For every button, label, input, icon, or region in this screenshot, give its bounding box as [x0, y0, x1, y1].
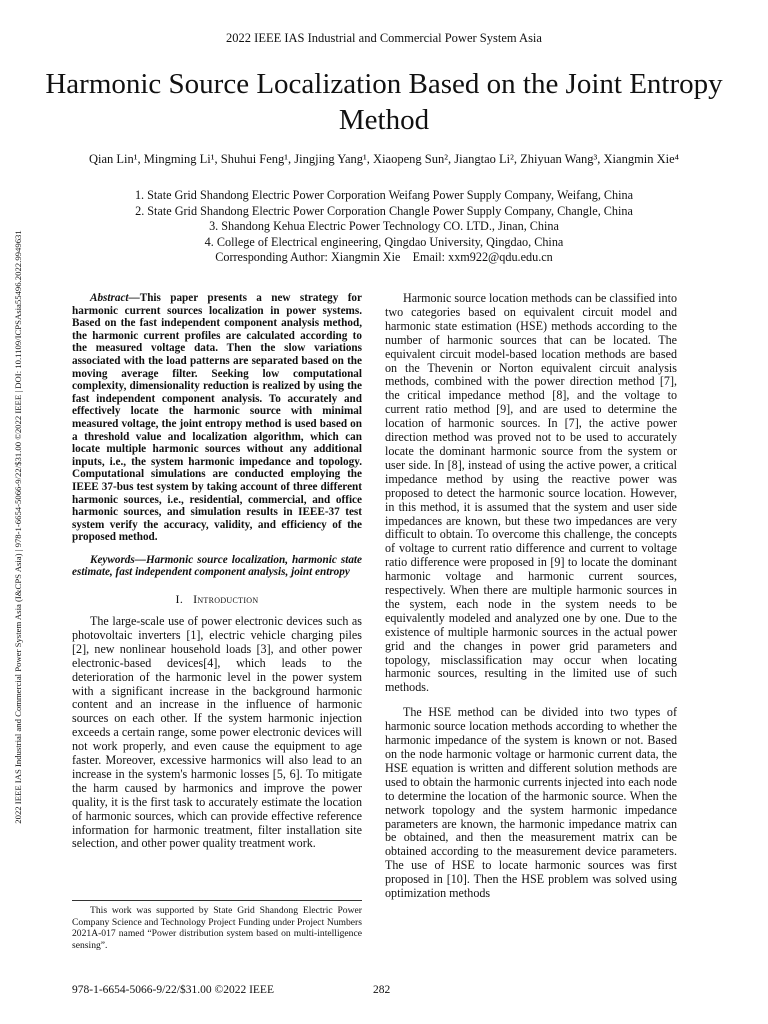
abstract [72, 292, 362, 544]
conference-header: 2022 IEEE IAS Industrial and Commercial Power System Asia [226, 31, 542, 45]
section-title: Introduction [193, 592, 259, 607]
author-list: Qian Lin¹, Mingming Li¹, Shuhui Feng¹, Jingjing Yang¹, Xiaopeng Sun², Jiangtao Li², Zhiyuan Wang³, Xiangmin Xie⁴ [88, 152, 680, 166]
keywords [72, 554, 362, 579]
section-number: I. [175, 592, 184, 607]
corresponding-author: Corresponding Author: Xiangmin Xie Email: xxm922@qdu.edu.cn [215, 250, 553, 265]
side-citation-text: 2022 IEEE IAS Industrial and Commercial Power System Asia (I&CPS Asia) | 978-1-6654-5066-9/22/$31.00 ©2022 IEEE | DOI: 10.1109/ICPSAsia55496.2022.9949631 [13, 230, 23, 824]
body-paragraph-location-methods: Harmonic source location methods can be classified into two categories based on equivalent circuit model and harmonic state estimation (HSE) methods according to the number of harmonic sources that can be located. The equivalent circuit model-based location methods are based on the Thevenin or Norton equivalent circuit analysis methods, combined with the power direction method [7], the critical impedance method [8], and the voltage to current ratio method [9], and are used to determine the location of harmonic sources. In [7], the active power direction method was proved not to be used to accurately locate the dominant harmonic source from the system or user side. In [8], instead of using the active power, a critical impedance method by using the reactive power was proposed to detect the harmonic source location. However, in this method, it is assumed that the system and user side impedances are known, but these two impedances are very difficult to obtain. To overcome this challenge, the concepts of voltage to current ratio difference and current to voltage ratio difference were proposed in [9] to locate the dominant harmonic voltage and harmonic current sources, respectively. When there are multiple harmonic sources in the system, each node in the system needs to be equivalently modeled and analyzed one by one. Due to the existence of multiple harmonic sources in the actual power grid and the changes in power grid parameters and topology, misclassification may occur when locating harmonic sources, resulting in the limited use of such methods. [385, 291, 677, 695]
footnote-divider [72, 900, 362, 901]
affiliation-3: 3. Shandong Kehua Electric Power Technology CO. LTD., Jinan, China [209, 219, 559, 234]
abstract-label: Abstract [90, 292, 129, 304]
affiliation-2: 2. State Grid Shandong Electric Power Corporation Changle Power Supply Company, Changle, China [135, 203, 633, 218]
footer-isbn: 978-1-6654-5066-9/22/$31.00 ©2022 IEEE [72, 984, 274, 996]
affiliations [40, 188, 728, 266]
section-heading-introduction [72, 593, 362, 607]
funding-footnote: This work was supported by State Grid Shandong Electric Power Company Science and Technology Project Funding under Project Numbers 2021A-017 named “Power distribution system based on multi-intelligence sensing”. [72, 905, 362, 951]
intro-paragraph-1: The large-scale use of power electronic devices such as photovoltaic inverters [1], electric vehicle charging piles [2], new nonlinear household loads [3], and other power electronic-based devices[4], which leads to the deterioration of the harmonic level in the power system with a significant increase in the background harmonic content and an increase in the influence of harmonic sources on each other. If the system harmonic injection exceeds a certain range, some power electronic devices will not work properly, and even cause the equipment to age faster. Moreover, excessive harmonics will also lead to an increase in the system's harmonic losses [5, 6]. To mitigate the harm caused by harmonics and improve the power quality, it is the first task to accurately estimate the location of harmonic sources, which can provide effective reference information for harmonic treatment, filter installation site selection, and other power quality treatment work. [72, 613, 362, 851]
affiliation-4: 4. College of Electrical engineering, Qingdao University, Qingdao, China [204, 234, 564, 249]
body-paragraph-hse-method: The HSE method can be divided into two types of harmonic source location methods according to whether the harmonic impedance of the system is known or not. Based on the node harmonic voltage or harmonic current data, the HSE equation is written and different solution methods are used to obtain the harmonic currents injected into each node to determine the location of the harmonic source. When the network topology and the system harmonic impedance parameters are known, the harmonic impedance matrix can be obtained, and then the measurement matrix can be obtained according to the measurement device parameters. The use of HSE to locate harmonic sources was first proposed in [10]. Then the HSE problem was solved using optimization methods [385, 705, 677, 901]
page-number: 282 [373, 984, 391, 996]
keywords-text: —Harmonic source localization, harmonic state estimate, fast independent component analysis, joint entropy [72, 553, 362, 579]
affiliation-1: 1. State Grid Shandong Electric Power Corporation Weifang Power Supply Company, Weifang, China [134, 188, 634, 202]
left-column [72, 292, 362, 851]
keywords-label: Keywords [90, 553, 135, 566]
side-citation-strip [4, 160, 26, 894]
right-column [385, 292, 677, 901]
paper-title: Harmonic Source Localization Based on the Joint Entropy Method [45, 68, 723, 136]
abstract-text: —This paper presents a new strategy for harmonic current sources localization in power systems. Based on the fast independent component analysis method, the harmonic current profiles are calculated according to the measured voltage data. Then the slow variations associated with the load patterns are separated based on the moving average filter. Seeking low computational complexity, dimensionality reduction is realized by using the fast independent component analysis. To accurately and effectively locate the harmonic source with minimal measured voltage, the joint entropy method is used based on a threshold value and localization algorithm, which can locate multiple harmonic sources without any additional inputs, i.e., the system harmonic impedance and topology. Computational simulations are conducted employing the IEEE 37-bus test system by taking account of three different harmonic sources, i.e., residential, commercial, and office harmonic sources, and simulation results in IEEE-37 test system verify the accuracy, validity, and efficiency of the proposed method. [72, 292, 362, 544]
